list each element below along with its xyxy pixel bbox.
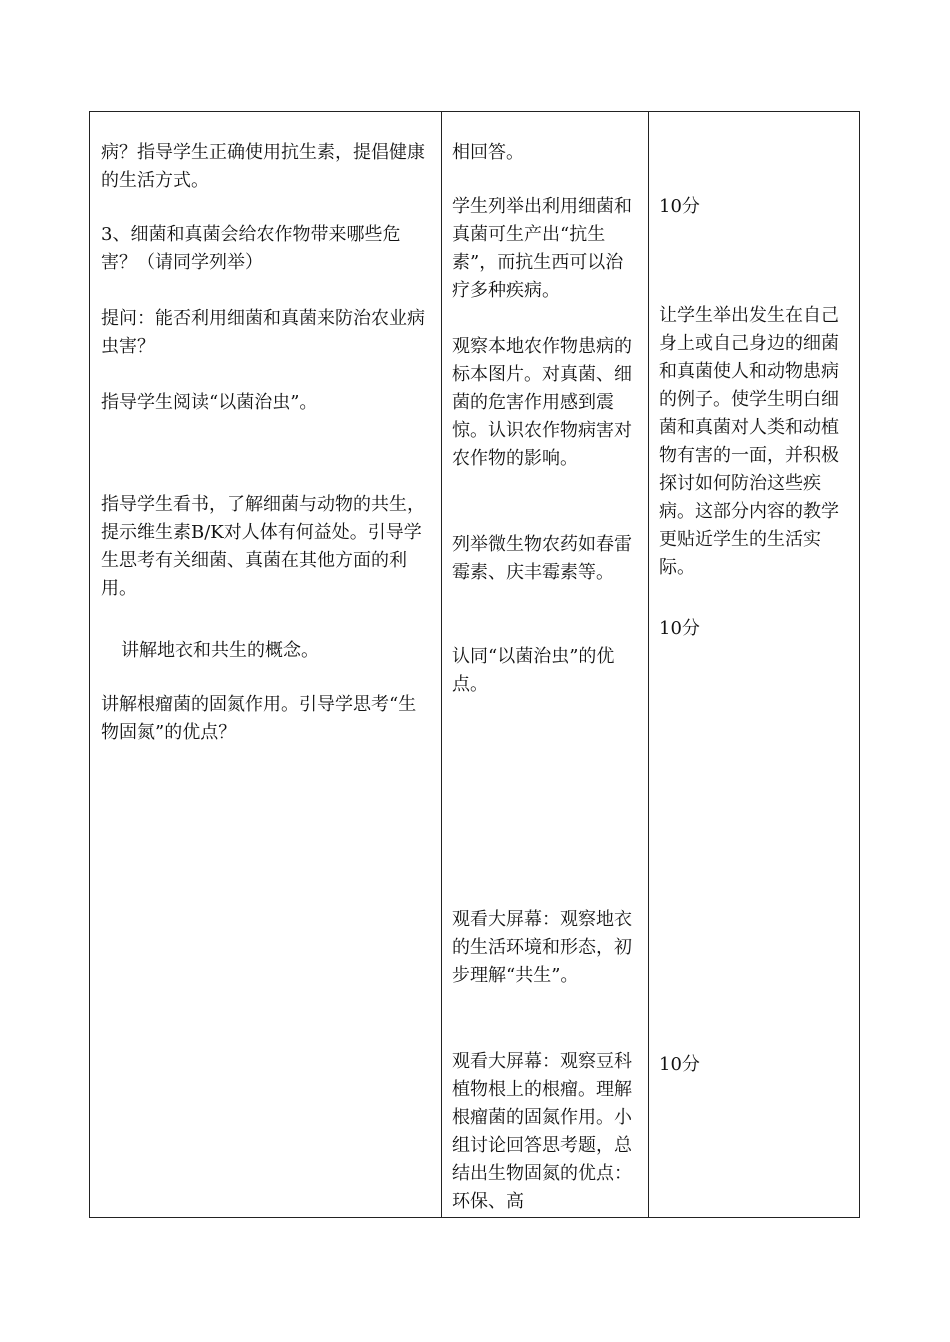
teacher-paragraph-4: 指导学生阅读“以菌治虫”。 [101, 392, 318, 413]
time-allocation-1: 10分 [659, 196, 700, 217]
time-allocation-2: 10分 [659, 618, 700, 639]
teacher-paragraph-3: 提问：能否利用细菌和真菌来防治农业病虫害？ [101, 308, 425, 357]
student-paragraph-7: 观看大屏幕：观察豆科植物根上的根瘤。理解根瘤菌的固氮作用。小组讨论回答思考题，总结出生物固氮的优点：环保、高 [452, 1051, 632, 1212]
student-paragraph-5: 认同“以菌治虫”的优点。 [452, 646, 615, 695]
teacher-paragraph-1: 病？指导学生正确使用抗生素，提倡健康的生活方式。 [101, 142, 425, 191]
design-intent-cell [648, 112, 859, 1217]
time-allocation-3: 10分 [659, 1054, 700, 1075]
student-paragraph-1: 相回答。 [452, 142, 524, 163]
teacher-paragraph-5: 指导学生看书，了解细菌与动物的共生，提示维生素B/K对人体有何益处。引导学生思考有关细菌、真菌在其他方面的利用。 [101, 494, 425, 599]
student-paragraph-3: 观察本地农作物患病的标本图片。对真菌、细菌的危害作用感到震惊。认识农作物病害对农作物的影响。 [452, 336, 632, 469]
student-paragraph-2: 学生列举出利用细菌和真菌可生产出“抗生素”，而抗生西可以治疗多种疾病。 [452, 196, 632, 301]
teacher-paragraph-7: 讲解根瘤菌的固氮作用。引导学思考“生物固氮”的优点？ [101, 694, 417, 743]
student-paragraph-6: 观看大屏幕：观察地衣的生活环境和形态，初步理解“共生”。 [452, 909, 632, 986]
teacher-paragraph-6: 讲解地衣和共生的概念。 [121, 640, 319, 661]
teacher-activity-cell [90, 112, 441, 1217]
student-paragraph-4: 列举微生物农药如春雷霉素、庆丰霉素等。 [452, 534, 632, 583]
design-intent-paragraph: 让学生举出发生在自己身上或自己身边的细菌和真菌使人和动物患病的例子。使学生明白细菌和真菌对人类和动植物有害的一面，并积极探讨如何防治这些疾病。这部分内容的教学更贴近学生的生活实际。 [659, 305, 839, 578]
lesson-plan-table [89, 111, 860, 1218]
teacher-paragraph-2: 3、细菌和真菌会给农作物带来哪些危害？（请同学列举） [101, 224, 401, 273]
student-activity-cell [441, 112, 648, 1217]
